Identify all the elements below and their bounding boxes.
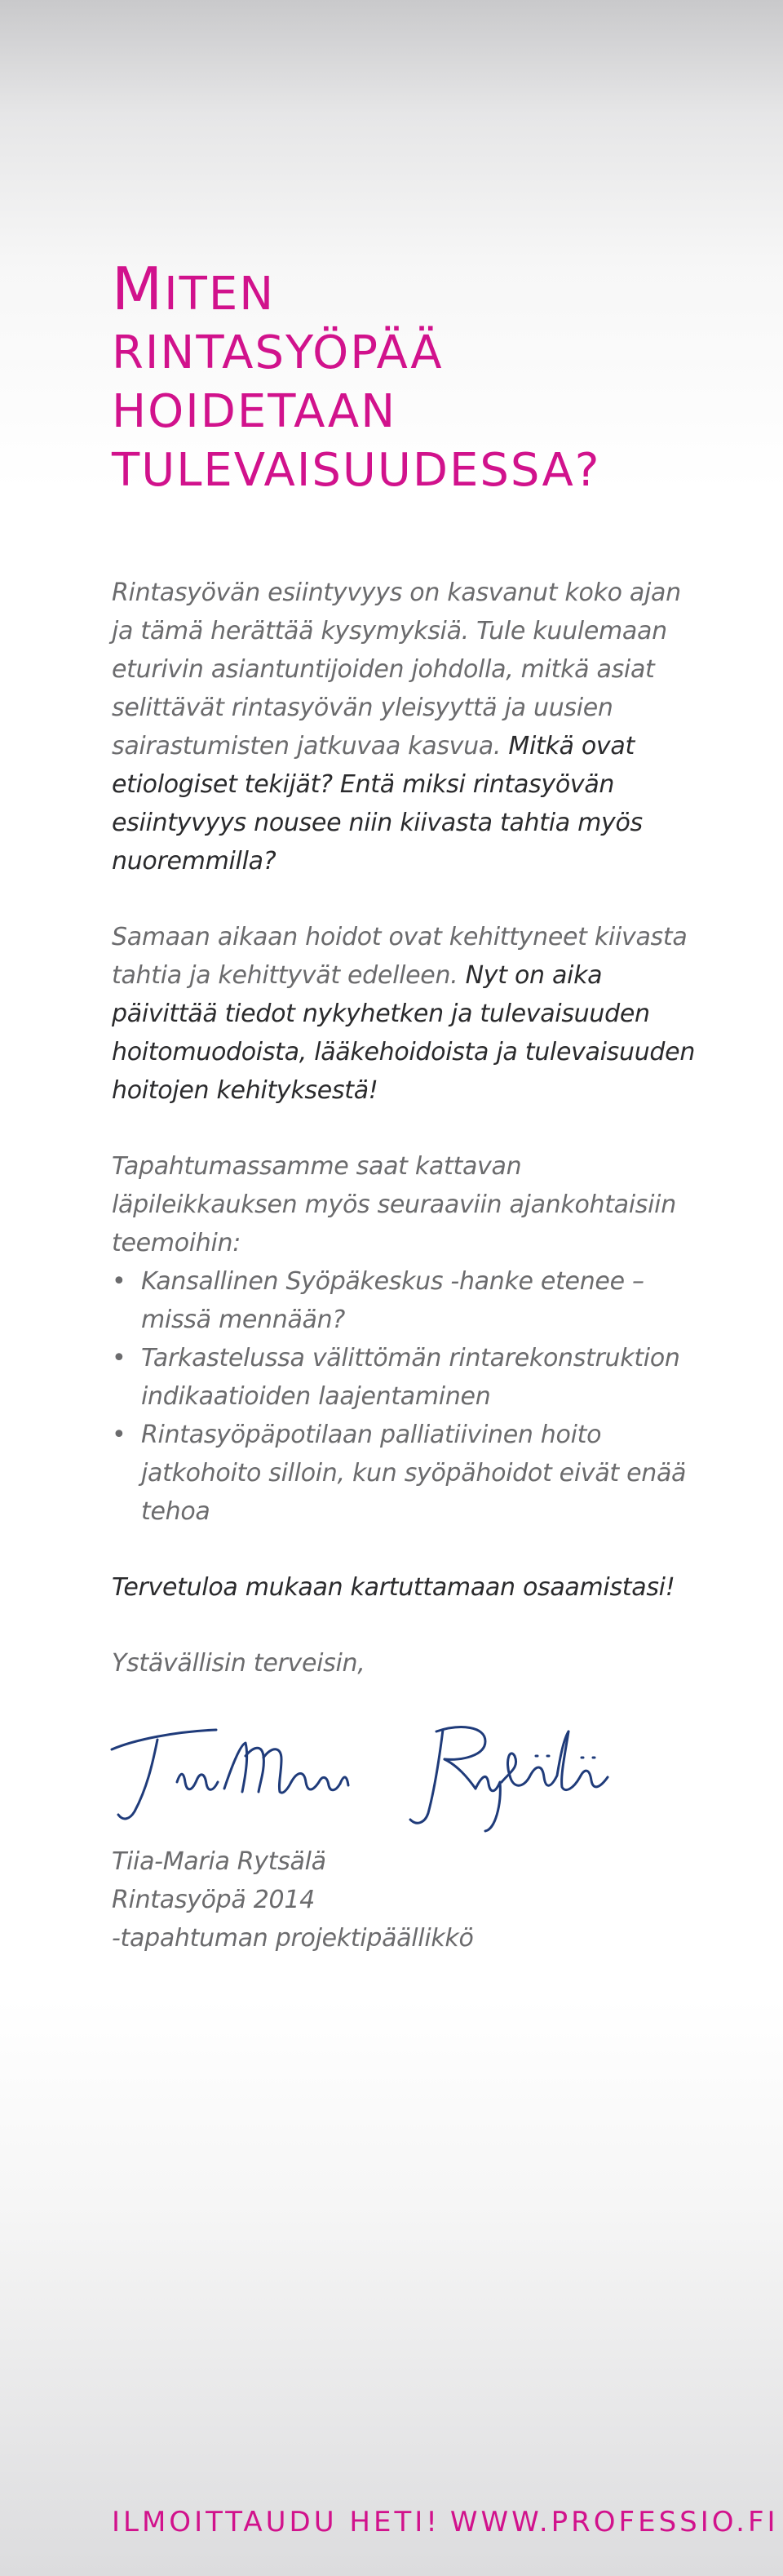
treatment-paragraph [112,918,699,1110]
bullet-icon: • [112,1267,126,1296]
signature-name: Tiia-Maria Rytsälä [112,1847,326,1876]
list-item [112,1262,699,1339]
welcome-text: Tervetuloa mukaan kartuttamaan osaamistasi! [112,1573,675,1602]
headline [112,255,699,500]
headline-line: RINTASYÖPÄÄ [112,326,444,379]
register-cta: ILMOITTAUDU HETI! [112,2506,440,2538]
intro-paragraph [112,574,699,880]
bullet-icon: • [112,1421,126,1449]
list-item [112,1416,699,1531]
treatment-emphasis: Nyt on aika päivittää tiedot nykyhetken ja tulevaisuuden hoitomuodoista, lääkehoidoista ja tulevaisuuden hoitojen kehityksestä! [112,961,696,1105]
handwritten-signature [102,1707,640,1838]
list-item-text: Rintasyöpäpotilaan palliatiivinen hoito jatkohoito silloin, kun syöpähoidot eivät enää tehoa [141,1421,687,1526]
topics-list [112,1262,699,1531]
list-item-text: Kansallinen Syöpäkeskus -hanke etenee – missä mennään? [141,1267,644,1334]
signature-role: -tapahtuman projektipäällikkö [112,1924,474,1953]
headline-line: TULEVAISUUDESSA? [112,444,601,497]
signature-block [112,1842,699,1957]
list-item-text: Tarkastelussa välittömän rintarekonstruktion indikaatioiden laajentaminen [141,1344,680,1411]
brochure-content [112,255,699,1957]
greeting-text: Ystävällisin terveisin, [112,1649,365,1678]
website-link[interactable]: WWW.PROFESSIO.FI [449,2506,779,2538]
treatment-text: Samaan aikaan hoidot ovat kehittyneet kiivasta tahtia ja kehittyvät edelleen. [112,923,688,990]
footer-cta [112,2503,779,2541]
intro-emphasis: Mitkä ovat etiologiset tekijät? Entä miksi rintasyövän esiintyvyys nousee niin kiivasta tahtia myös nuoremmilla? [112,732,643,876]
signature-event: Rintasyöpä 2014 [112,1886,315,1914]
list-item [112,1339,699,1416]
bullet-icon: • [112,1344,126,1372]
intro-text: Rintasyövän esiintyvyys on kasvanut koko ajan ja tämä herättää kysymyksiä. Tule kuulemaan eturivin asiantuntijoiden johdolla, mitkä asiat selittävät rintasyövän yleisyyttä ja uusien sairastumisten jatkuvaa kasvua. [112,579,681,760]
topics-intro: Tapahtumassamme saat kattavan läpileikkauksen myös seuraaviin ajankohtaisiin teemoihin: [112,1152,676,1257]
headline-line: HOIDETAAN [112,385,397,438]
headline-line: MITEN [112,255,276,323]
